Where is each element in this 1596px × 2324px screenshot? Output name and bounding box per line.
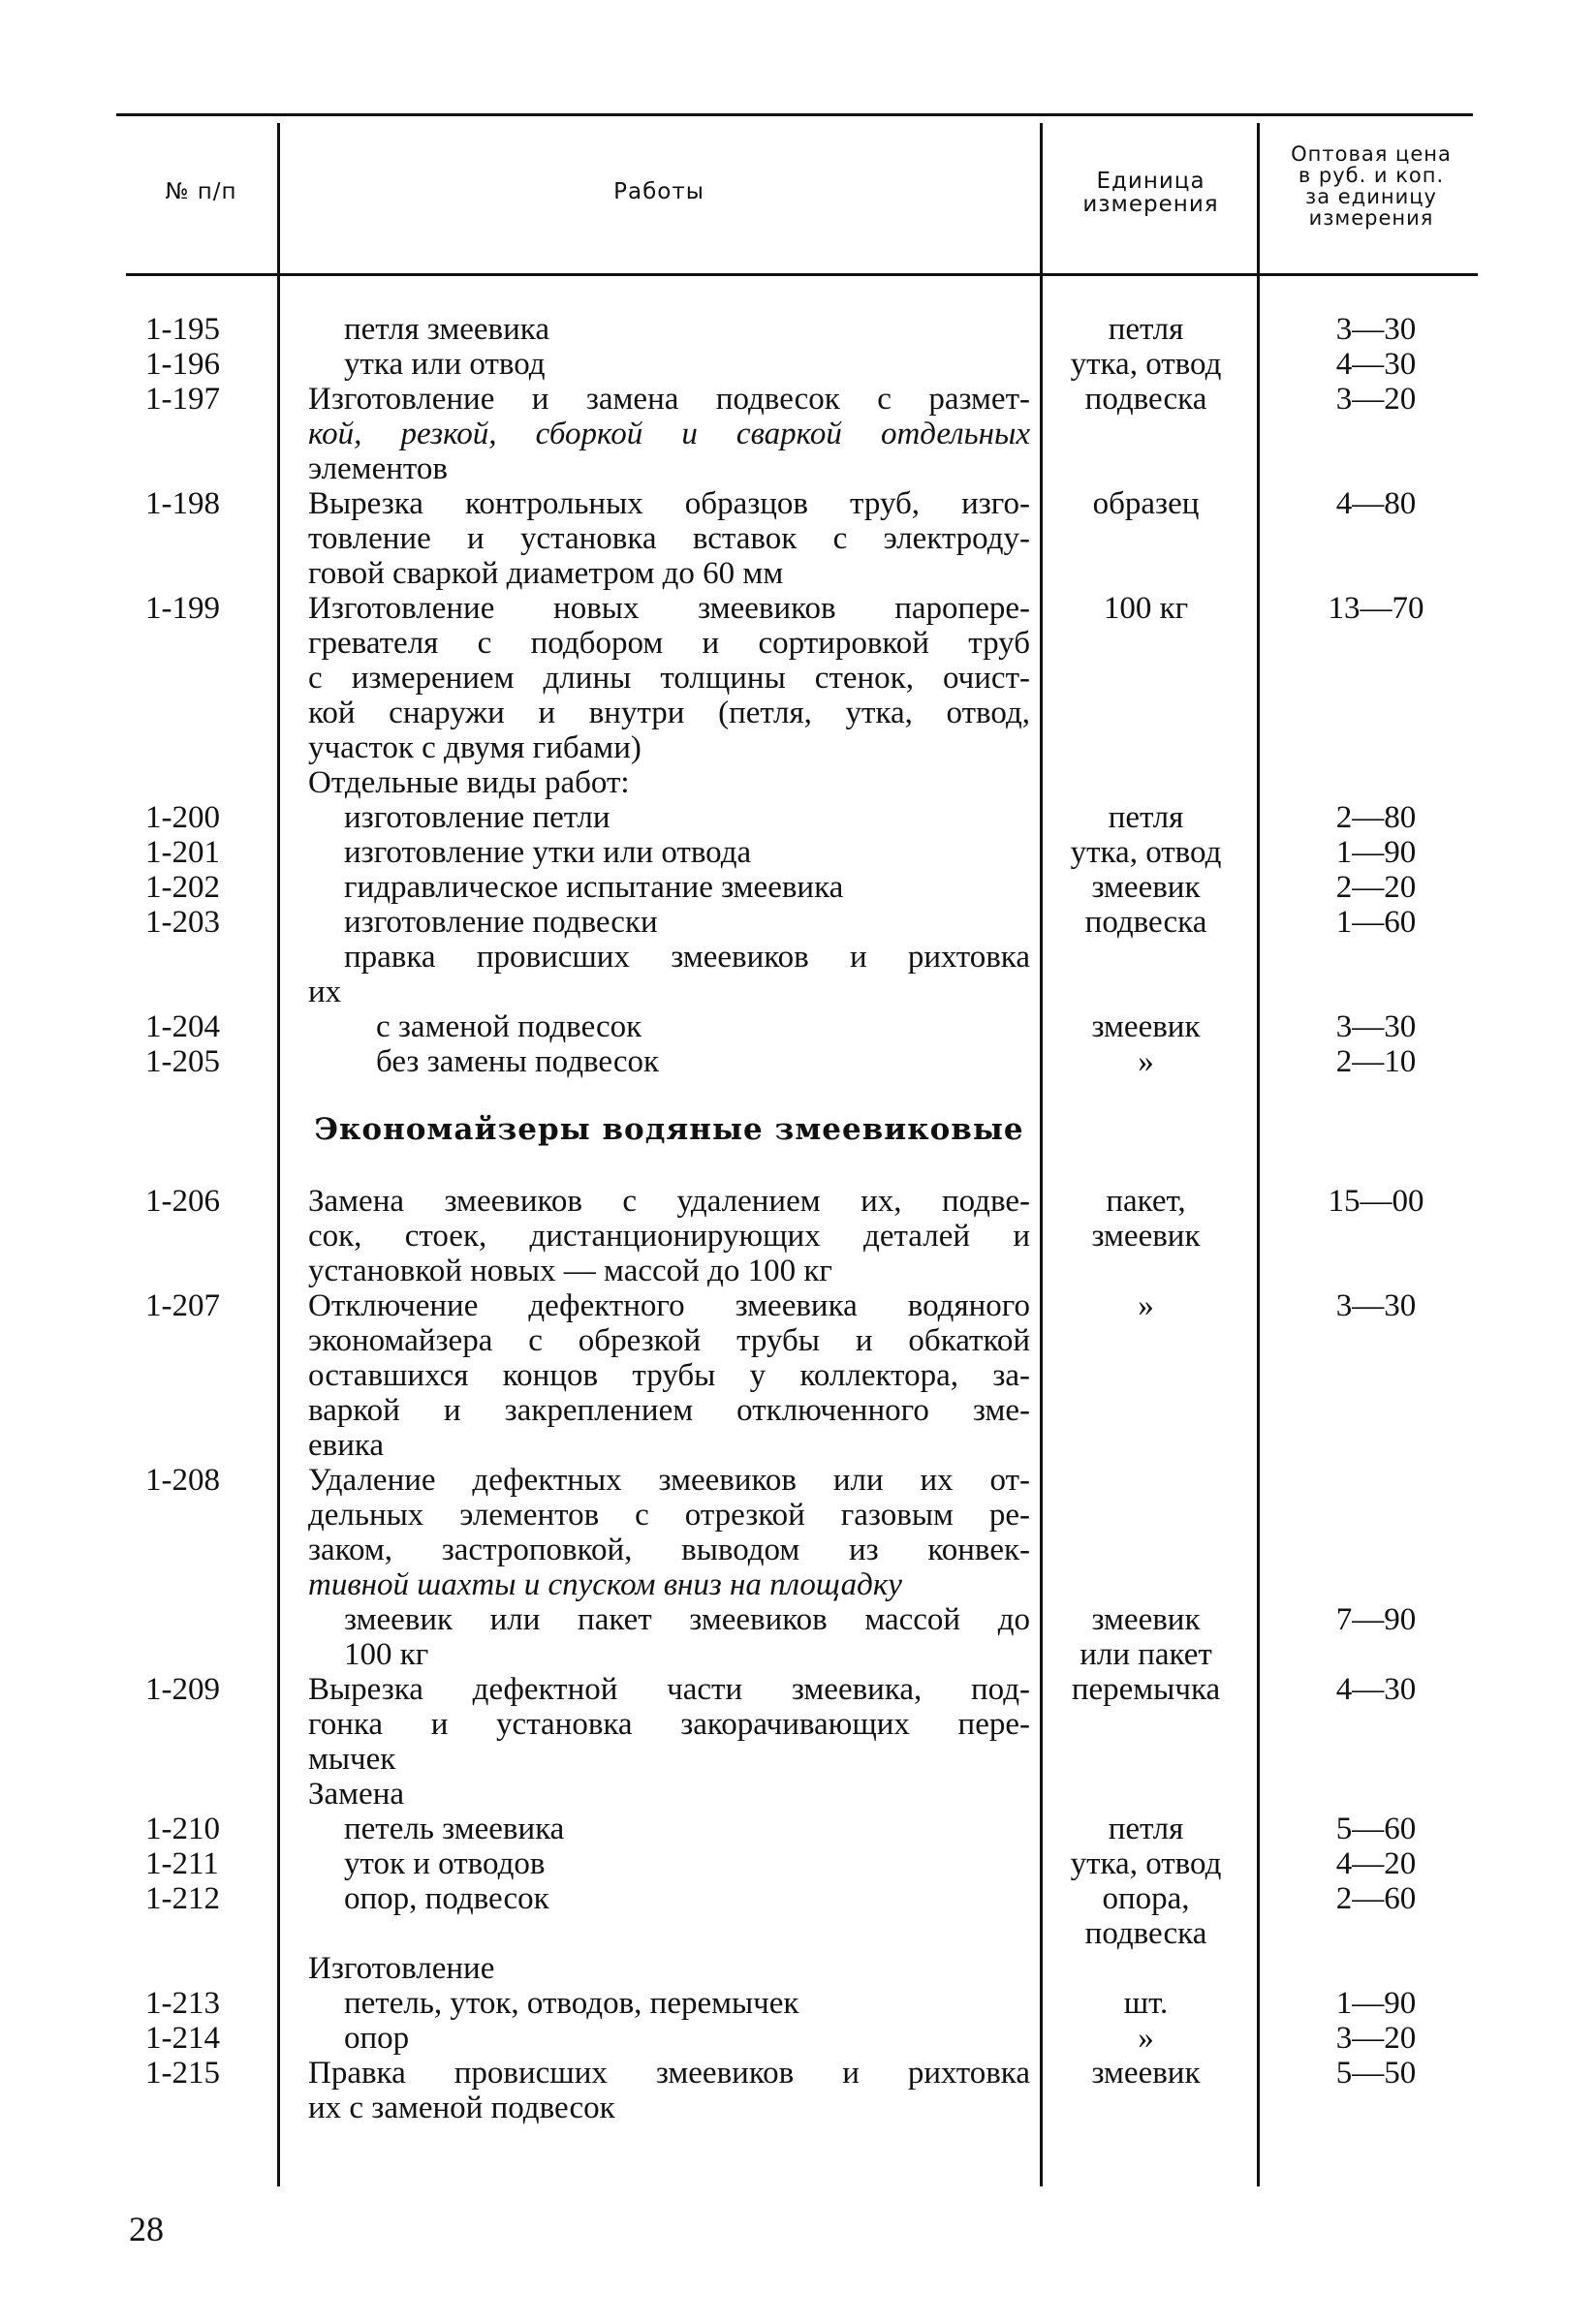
row-number: 1-209	[145, 1672, 220, 1707]
work-line: с измерением длины толщины стенок, очист-	[308, 661, 1030, 696]
row-unit	[1042, 2056, 1250, 2091]
unit-line: утка, отвод	[1070, 835, 1222, 870]
work-line: Замена	[308, 1777, 405, 1812]
work-line: Изготовление	[308, 1951, 495, 1986]
row-work-description	[308, 1602, 1030, 1672]
work-line: их	[308, 975, 342, 1009]
row-unit	[1042, 382, 1250, 417]
work-line: Изготовление и замена подвесок с размет-	[308, 382, 1030, 417]
unit-line: »	[1138, 2021, 1154, 2056]
unit-line: змеевик	[1091, 1602, 1201, 1637]
unit-line: перемычка	[1071, 1672, 1221, 1707]
row-number: 1-198	[145, 486, 220, 521]
work-line: установкой новых — массой до 100 кг	[308, 1254, 832, 1288]
row-number: 1-204	[145, 1009, 220, 1044]
work-line: заком, застроповкой, выводом из конвек-	[308, 1533, 1030, 1567]
row-price: 4—30	[1335, 347, 1417, 382]
row-work-description	[308, 1812, 1030, 1846]
row-price: 7—90	[1335, 1602, 1417, 1637]
row-number: 1-196	[145, 347, 220, 382]
header-unit-line2: измерения	[1082, 192, 1219, 217]
row-work-description	[308, 1184, 1030, 1288]
row-unit	[1042, 347, 1250, 382]
row-unit	[1042, 1602, 1250, 1672]
unit-line: опора,	[1102, 1881, 1190, 1916]
work-line: опор	[344, 2021, 410, 2056]
row-number: 1-211	[145, 1846, 219, 1881]
work-line: дельных элементов с отрезкой газовым ре-	[308, 1498, 1030, 1533]
work-line: правка провисших змеевиков и рихтовка	[344, 940, 1030, 975]
work-line: Замена змеевиков с удалением их, подве-	[308, 1184, 1030, 1219]
work-line: Отключение дефектного змеевика водяного	[308, 1288, 1030, 1323]
row-price: 3—20	[1335, 382, 1417, 417]
row-price: 2—80	[1335, 800, 1417, 835]
unit-line: петля	[1108, 1812, 1184, 1846]
row-work-description	[308, 2056, 1030, 2125]
page-number: 28	[129, 2210, 164, 2248]
work-line: сок, стоек, дистанционирующих деталей и	[308, 1219, 1030, 1254]
unit-line: змеевик	[1091, 1009, 1201, 1044]
work-line: утка или отвод	[344, 347, 546, 382]
row-price: 1—90	[1335, 835, 1417, 870]
work-line: изготовление утки или отвода	[344, 835, 752, 870]
unit-line: »	[1138, 1288, 1154, 1323]
header-price-line1: Оптовая цена	[1291, 142, 1452, 166]
row-number: 1-212	[145, 1881, 220, 1916]
row-price: 2—60	[1335, 1881, 1417, 1916]
row-work-description	[308, 940, 1030, 1009]
row-price: 1—60	[1335, 905, 1417, 940]
row-number: 1-207	[145, 1288, 220, 1323]
work-line: Удаление дефектных змеевиков или их от-	[308, 1463, 1030, 1498]
row-unit	[1042, 1009, 1250, 1044]
row-price: 3—30	[1335, 1288, 1417, 1323]
row-work-description	[308, 2021, 1030, 2056]
work-line: изготовление подвески	[344, 905, 658, 940]
row-price: 13—70	[1328, 591, 1424, 626]
row-unit	[1042, 800, 1250, 835]
unit-line: »	[1138, 1044, 1154, 1079]
row-price: 5—60	[1335, 1812, 1417, 1846]
row-work-description	[308, 1009, 1030, 1044]
row-work-description	[308, 1288, 1030, 1463]
row-number: 1-200	[145, 800, 220, 835]
row-price: 2—20	[1335, 870, 1417, 905]
row-unit	[1042, 1288, 1250, 1323]
row-unit	[1042, 1184, 1250, 1254]
work-line: Отдельные виды работ:	[308, 765, 630, 800]
work-line: экономайзера с обрезкой трубы и обкаткой	[308, 1323, 1030, 1358]
work-line: петель змеевика	[344, 1812, 565, 1846]
row-work-description	[308, 1846, 1030, 1881]
header-unit-line1: Единица	[1096, 169, 1205, 194]
row-price: 4—80	[1335, 486, 1417, 521]
row-unit	[1042, 1044, 1250, 1079]
work-line: гонка и установка закорачивающих пере-	[308, 1707, 1030, 1742]
row-unit	[1042, 870, 1250, 905]
row-unit	[1042, 905, 1250, 940]
work-line: элементов	[308, 451, 448, 486]
row-price: 3—30	[1335, 1009, 1417, 1044]
row-number: 1-206	[145, 1184, 220, 1219]
work-line: говой сваркой диаметром до 60 мм	[308, 556, 784, 591]
unit-line: петля	[1108, 800, 1184, 835]
work-line: мычек	[308, 1742, 396, 1777]
row-unit	[1042, 835, 1250, 870]
work-line: оставшихся концов трубы у коллектора, за-	[308, 1358, 1030, 1393]
row-price: 2—10	[1335, 1044, 1417, 1079]
row-work-description	[308, 1777, 1030, 1812]
header-price-line2: в руб. и коп.	[1298, 164, 1445, 187]
row-number: 1-205	[145, 1044, 220, 1079]
unit-line: подвеска	[1084, 905, 1207, 940]
row-unit	[1042, 1672, 1250, 1707]
unit-line: 100 кг	[1103, 591, 1189, 626]
work-line: гревателя с подбором и сортировкой труб	[308, 626, 1030, 661]
work-line: без замены подвесок	[376, 1044, 660, 1079]
row-price: 4—30	[1335, 1672, 1417, 1707]
row-unit	[1042, 1881, 1250, 1951]
work-line: изготовление петли	[344, 800, 610, 835]
row-work-description	[308, 800, 1030, 835]
work-line: тивной шахты и спуском вниз на площадку	[308, 1567, 902, 1602]
row-unit	[1042, 591, 1250, 626]
row-work-description	[308, 1951, 1030, 1986]
work-line: уток и отводов	[344, 1846, 546, 1881]
unit-line: змеевик	[1091, 2056, 1201, 2091]
header-number: № п/п	[165, 179, 237, 204]
unit-line: змеевик	[1091, 1219, 1201, 1254]
row-work-description	[308, 835, 1030, 870]
work-line: кой, резкой, сборкой и сваркой отдельных	[308, 417, 1030, 451]
row-work-description	[308, 1672, 1030, 1777]
header-price-line4: измерения	[1308, 206, 1434, 230]
row-unit	[1042, 1986, 1250, 2021]
work-line: петель, уток, отводов, перемычек	[344, 1986, 799, 2021]
row-work-description	[308, 382, 1030, 486]
unit-line: змеевик	[1091, 870, 1201, 905]
work-line: Вырезка контрольных образцов труб, изго-	[308, 486, 1030, 521]
work-line: евика	[308, 1428, 385, 1463]
work-line: 100 кг	[344, 1637, 429, 1672]
row-work-description	[308, 591, 1030, 765]
row-price: 3—30	[1335, 312, 1417, 347]
unit-line: подвеска	[1084, 1916, 1207, 1951]
row-work-description	[308, 312, 1030, 347]
row-number: 1-203	[145, 905, 220, 940]
row-unit	[1042, 1812, 1250, 1846]
row-unit	[1042, 2021, 1250, 2056]
work-line: варкой и закреплением отключенного зме-	[308, 1393, 1030, 1428]
unit-line: подвеска	[1084, 382, 1207, 417]
row-unit	[1042, 1846, 1250, 1881]
row-number: 1-202	[145, 870, 220, 905]
row-number: 1-197	[145, 382, 220, 417]
row-number: 1-201	[145, 835, 220, 870]
work-line: Правка провисших змеевиков и рихтовка	[308, 2056, 1030, 2091]
row-work-description	[308, 347, 1030, 382]
work-line: Вырезка дефектной части змеевика, под-	[308, 1672, 1030, 1707]
row-price: 1—90	[1335, 1986, 1417, 2021]
work-line: кой снаружи и внутри (петля, утка, отвод,	[308, 696, 1030, 730]
unit-line: образец	[1092, 486, 1200, 521]
row-work-description	[308, 765, 1030, 800]
row-number: 1-195	[145, 312, 220, 347]
row-work-description	[308, 1044, 1030, 1079]
unit-line: утка, отвод	[1070, 1846, 1222, 1881]
work-line: гидравлическое испытание змеевика	[344, 870, 844, 905]
row-work-description	[308, 905, 1030, 940]
unit-line: пакет,	[1106, 1184, 1186, 1219]
work-line: с заменой подвесок	[376, 1009, 642, 1044]
row-unit	[1042, 486, 1250, 521]
row-work-description	[308, 870, 1030, 905]
work-line: Изготовление новых змеевиков паропере-	[308, 591, 1030, 626]
unit-line: петля	[1108, 312, 1184, 347]
row-work-description	[308, 1986, 1030, 2021]
work-line: товление и установка вставок с электроду-	[308, 521, 1030, 556]
work-line: участок с двумя гибами)	[308, 730, 642, 765]
row-work-description	[308, 1463, 1030, 1602]
section-title: Экономайзеры водяные змеевиковые	[314, 1112, 1024, 1147]
row-number: 1-199	[145, 591, 220, 626]
row-price: 4—20	[1335, 1846, 1417, 1881]
unit-line: утка, отвод	[1070, 347, 1222, 382]
row-unit	[1042, 312, 1250, 347]
unit-line: или пакет	[1080, 1637, 1212, 1672]
row-number: 1-215	[145, 2056, 220, 2091]
row-number: 1-214	[145, 2021, 220, 2056]
work-line: змеевик или пакет змеевиков массой до	[344, 1602, 1030, 1637]
work-line: опор, подвесок	[344, 1881, 549, 1916]
row-number: 1-213	[145, 1986, 220, 2021]
work-line: петля змеевика	[344, 312, 549, 347]
row-work-description	[308, 486, 1030, 591]
work-line: их с заменой подвесок	[308, 2091, 615, 2125]
row-work-description	[308, 1881, 1030, 1916]
header-price-line3: за единицу	[1305, 185, 1437, 208]
row-price: 3—20	[1335, 2021, 1417, 2056]
row-price: 5—50	[1335, 2056, 1417, 2091]
row-number: 1-210	[145, 1812, 220, 1846]
header-works: Работы	[613, 179, 704, 204]
unit-line: шт.	[1123, 1986, 1169, 2021]
row-number: 1-208	[145, 1463, 220, 1498]
row-price: 15—00	[1328, 1184, 1424, 1219]
